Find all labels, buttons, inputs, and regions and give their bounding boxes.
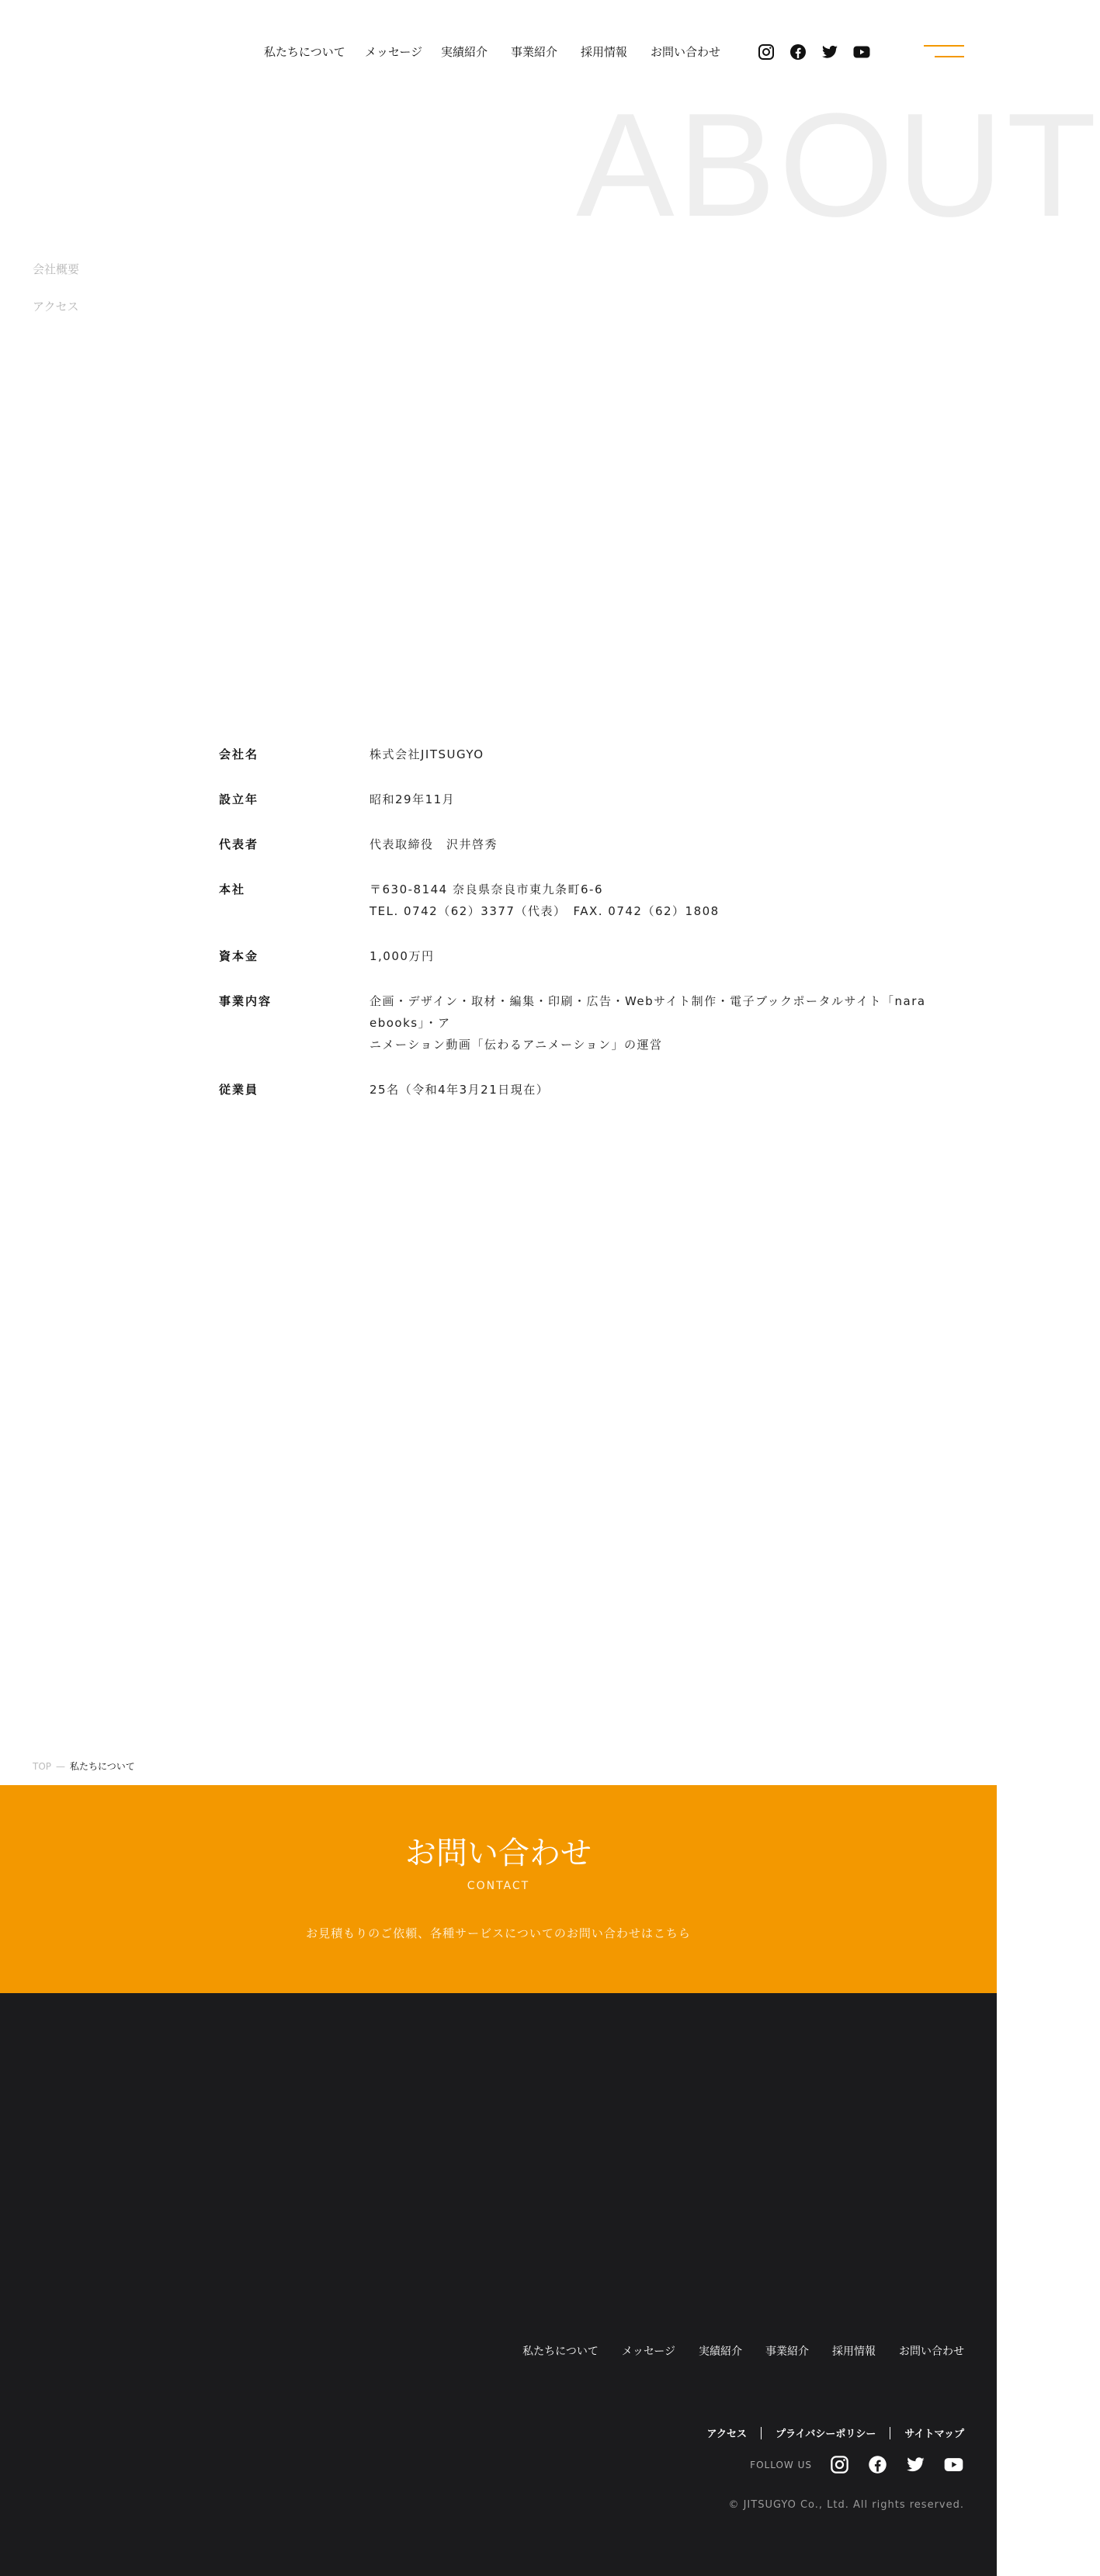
breadcrumb-separator: —: [56, 1760, 66, 1772]
twitter-icon[interactable]: [905, 2454, 926, 2475]
nav-works[interactable]: 実績紹介: [441, 45, 488, 59]
info-row: [219, 990, 964, 1056]
nav-recruit[interactable]: 採用情報: [581, 45, 628, 59]
info-row: [219, 879, 964, 922]
footer-nav-message[interactable]: メッセージ: [621, 2345, 675, 2358]
info-value-line: 25名（令和4年3月21日現在）: [370, 1083, 550, 1097]
contact-subtitle: CONTACT: [467, 1880, 530, 1892]
twitter-icon[interactable]: [821, 43, 839, 61]
info-row: [219, 834, 964, 855]
hamburger-menu-icon[interactable]: [924, 45, 964, 62]
copyright: © JITSUGYO Co., Ltd. All rights reserved.: [728, 2499, 964, 2511]
nav-business[interactable]: 事業紹介: [511, 45, 558, 59]
contact-title: お問い合わせ: [405, 1836, 592, 1871]
footer-links: [706, 2425, 964, 2440]
info-label: 資本金: [219, 949, 259, 963]
info-value: [370, 945, 964, 967]
footer-link-access[interactable]: アクセス: [706, 2429, 748, 2440]
info-label: 本社: [219, 882, 246, 896]
facebook-icon[interactable]: [789, 43, 807, 61]
footer-nav: [522, 2343, 964, 2359]
footer-nav-contact[interactable]: お問い合わせ: [899, 2345, 964, 2358]
info-value-line: 〒630-8144 奈良県奈良市東九条町6-6: [370, 882, 603, 896]
youtube-icon[interactable]: [852, 43, 871, 61]
instagram-icon[interactable]: [757, 43, 776, 61]
breadcrumb: [33, 1760, 135, 1773]
subnav-access[interactable]: アクセス: [33, 300, 79, 314]
info-value-line: 昭和29年11月: [370, 792, 456, 806]
footer-link-sitemap[interactable]: サイトマップ: [904, 2429, 964, 2440]
info-value-line: 企画・デザイン・取材・編集・印刷・広告・Webサイト制作・電子ブックポータルサイト「nara ebooks」・ア: [370, 994, 926, 1030]
facebook-icon[interactable]: [867, 2454, 888, 2475]
company-overview-table: [219, 744, 964, 1124]
nav-about[interactable]: 私たちについて: [264, 45, 345, 59]
info-value-line: TEL. 0742（62）3377（代表） FAX. 0742（62）1808: [370, 904, 720, 918]
info-value: [370, 789, 964, 810]
info-row: [219, 744, 964, 765]
section-subnav: [33, 261, 79, 335]
info-value: [370, 744, 964, 765]
follow-us-label: FOLLOW US: [750, 2459, 812, 2470]
info-label: 代表者: [219, 837, 259, 851]
info-value: [370, 990, 964, 1056]
info-value-line: 代表取締役 沢井啓秀: [370, 837, 498, 851]
info-value: [370, 879, 964, 922]
info-value-line: 株式会社JITSUGYO: [370, 747, 484, 761]
footer-nav-works[interactable]: 実績紹介: [699, 2345, 742, 2358]
info-label: 事業内容: [219, 994, 272, 1008]
contact-description: お見積もりのご依頼、各種サービスについてのお問い合わせはこちら: [306, 1926, 691, 1940]
contact-banner[interactable]: [0, 1785, 997, 1993]
youtube-icon[interactable]: [943, 2454, 964, 2475]
info-row: [219, 789, 964, 810]
info-value: [370, 1079, 964, 1101]
nav-message[interactable]: メッセージ: [365, 45, 423, 59]
info-row: [219, 1079, 964, 1101]
site-footer: [0, 1993, 997, 2576]
instagram-icon[interactable]: [829, 2454, 850, 2475]
breadcrumb-current: 私たちについて: [70, 1761, 135, 1772]
info-label: 会社名: [219, 747, 259, 761]
breadcrumb-top[interactable]: TOP: [33, 1760, 52, 1772]
footer-nav-recruit[interactable]: 採用情報: [832, 2345, 876, 2358]
about-background-title: ABOUT: [576, 83, 1100, 248]
info-label: 設立年: [219, 792, 259, 806]
divider: [761, 2427, 762, 2439]
nav-contact[interactable]: お問い合わせ: [651, 45, 721, 59]
footer-nav-about[interactable]: 私たちについて: [522, 2345, 599, 2358]
info-value-line: 1,000万円: [370, 949, 435, 963]
info-value-line: ニメーション動画「伝わるアニメーション」の運営: [370, 1038, 663, 1052]
footer-nav-business[interactable]: 事業紹介: [765, 2345, 809, 2358]
info-row: [219, 945, 964, 967]
footer-follow: [750, 2454, 964, 2475]
footer-link-privacy[interactable]: プライバシーポリシー: [776, 2429, 876, 2440]
subnav-company-overview[interactable]: 会社概要: [33, 262, 80, 276]
info-label: 従業員: [219, 1083, 259, 1097]
info-value: [370, 834, 964, 855]
header-social: [757, 43, 871, 61]
